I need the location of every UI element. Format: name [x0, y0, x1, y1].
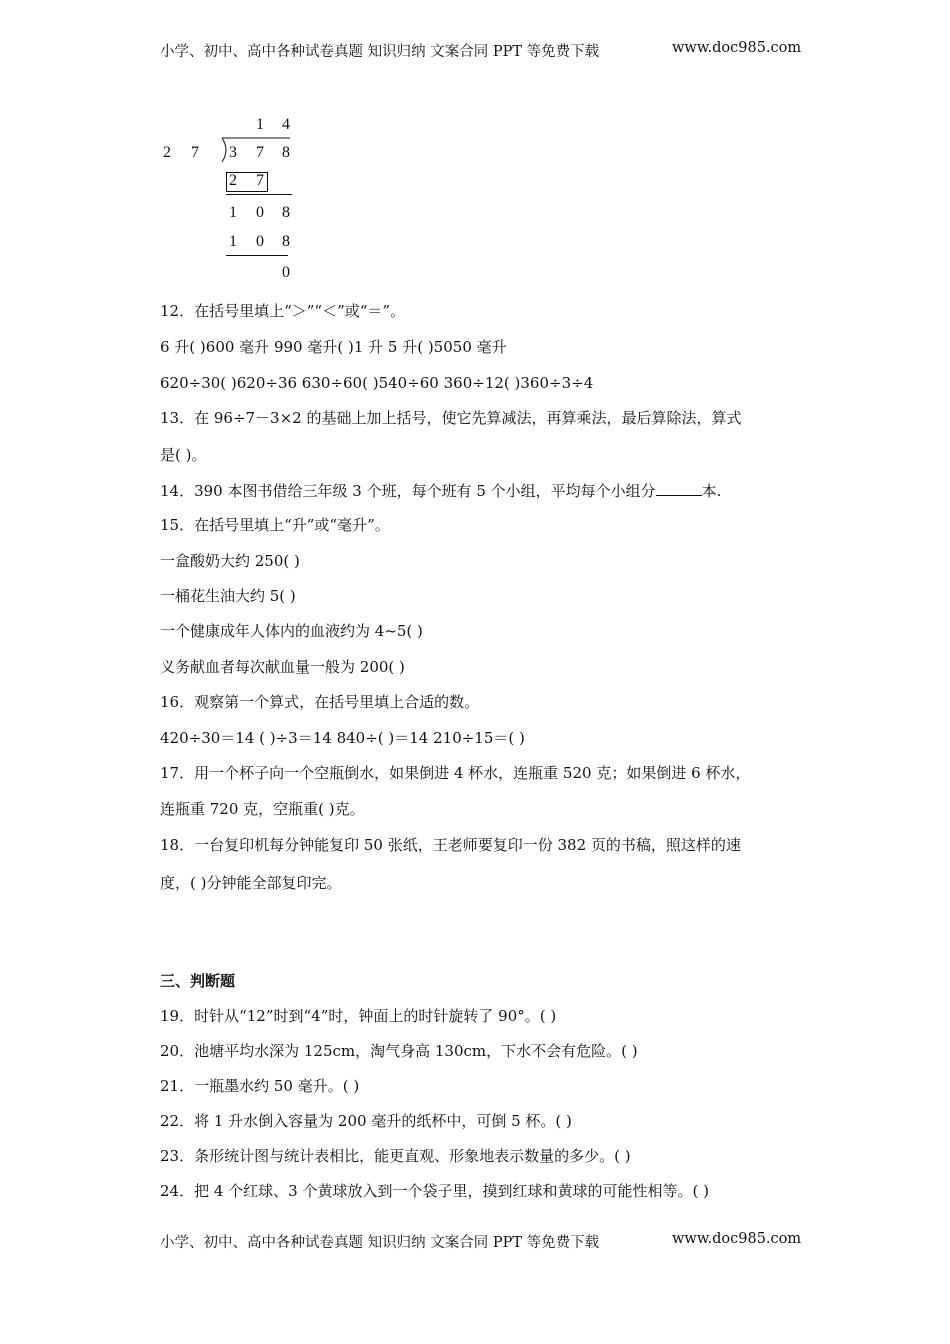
q23: 23．条形统计图与统计表相比，能更直观、形象地表示数量的多少。( ) [160, 1147, 631, 1165]
step1-digit: 2 [229, 172, 237, 189]
q18-line1: 18．一台复印机每分钟能复印 50 张纸，王老师要复印一份 382 页的书稿，照这样的速 [160, 836, 741, 854]
step2-digit: 8 [282, 204, 290, 221]
q21: 21．一瓶墨水约 50 毫升。( ) [160, 1077, 360, 1095]
step3-digit: 8 [282, 233, 290, 250]
page-header [160, 40, 802, 61]
q16-title: 16．观察第一个算式，在括号里填上合适的数。 [160, 693, 480, 711]
dividend-digit: 8 [282, 144, 290, 161]
q24: 24．把 4 个红球、3 个黄球放入到一个袋子里，摸到红球和黄球的可能性相等。( ) [160, 1182, 709, 1200]
divisor-digit: 2 [163, 144, 171, 161]
q17-line2: 连瓶重 720 克，空瓶重( )克。 [160, 800, 365, 818]
q18-line2: 度，( )分钟能全部复印完。 [160, 874, 342, 892]
q19: 19．时针从“12”时到“4”时，钟面上的时针旋转了 90°。( ) [160, 1007, 557, 1025]
q12-title: 12．在括号里填上“＞”“＜”或“＝”。 [160, 302, 406, 320]
q14-unit: 本. [701, 482, 722, 500]
step2-digit: 1 [229, 204, 237, 221]
header-site: www.doc985.com [672, 40, 802, 56]
q17-line1: 17．用一个杯子向一个空瓶倒水，如果倒进 4 杯水，连瓶重 520 克；如果倒进 6 杯水， [160, 764, 751, 782]
q15-item: 一桶花生油大约 5( ) [160, 587, 296, 605]
section-heading: 三、判断题 [160, 972, 236, 990]
division-rule [226, 194, 292, 195]
q13-line1: 13．在 96÷7－3×2 的基础上加上括号，使它先算减法，再算乘法，最后算除法，算式 [160, 409, 742, 427]
page-footer [160, 1231, 802, 1252]
q14 [160, 481, 721, 501]
answer-blank[interactable] [656, 481, 702, 496]
q22: 22．将 1 升水倒入容量为 200 毫升的纸杯中，可倒 5 杯。( ) [160, 1112, 572, 1130]
division-rule [226, 255, 288, 256]
q15-title: 15．在括号里填上“升”或“毫升”。 [160, 516, 390, 534]
q15-item: 一个健康成年人体内的血液约为 4~5( ) [160, 622, 423, 640]
dividend-digit: 7 [256, 144, 264, 161]
q14-text: 14．390 本图书借给三年级 3 个班，每个班有 5 个小组，平均每个小组分 [160, 482, 656, 500]
step2-digit: 0 [256, 204, 264, 221]
quotient-digit: 1 [256, 116, 264, 133]
footer-site: www.doc985.com [672, 1231, 802, 1247]
step3-digit: 1 [229, 233, 237, 250]
q15-item: 一盒酸奶大约 250( ) [160, 552, 300, 570]
dividend-digit: 3 [229, 144, 237, 161]
q12-row2: 620÷30( )620÷36 630÷60( )540÷60 360÷12( )360÷3÷4 [160, 374, 594, 392]
divisor-digit: 7 [191, 144, 199, 161]
step3-digit: 0 [256, 233, 264, 250]
remainder-digit: 0 [282, 264, 290, 281]
q16-row: 420÷30＝14 ( )÷3＝14 840÷( )＝14 210÷15＝( ) [160, 729, 525, 747]
footer-text: 小学、初中、高中各种试卷真题 知识归纳 文案合同 PPT 等免费下载 [160, 1235, 600, 1251]
step1-digit: 7 [256, 172, 264, 189]
q12-row1: 6 升( )600 毫升 990 毫升( )1 升 5 升( )5050 毫升 [160, 338, 507, 356]
q13-line2: 是( )。 [160, 446, 207, 464]
q15-item: 义务献血者每次献血量一般为 200( ) [160, 658, 405, 676]
header-text: 小学、初中、高中各种试卷真题 知识归纳 文案合同 PPT 等免费下载 [160, 44, 600, 60]
quotient-digit: 4 [282, 116, 290, 133]
q20: 20．池塘平均水深为 125cm，淘气身高 130cm，下水不会有危险。( ) [160, 1042, 638, 1060]
